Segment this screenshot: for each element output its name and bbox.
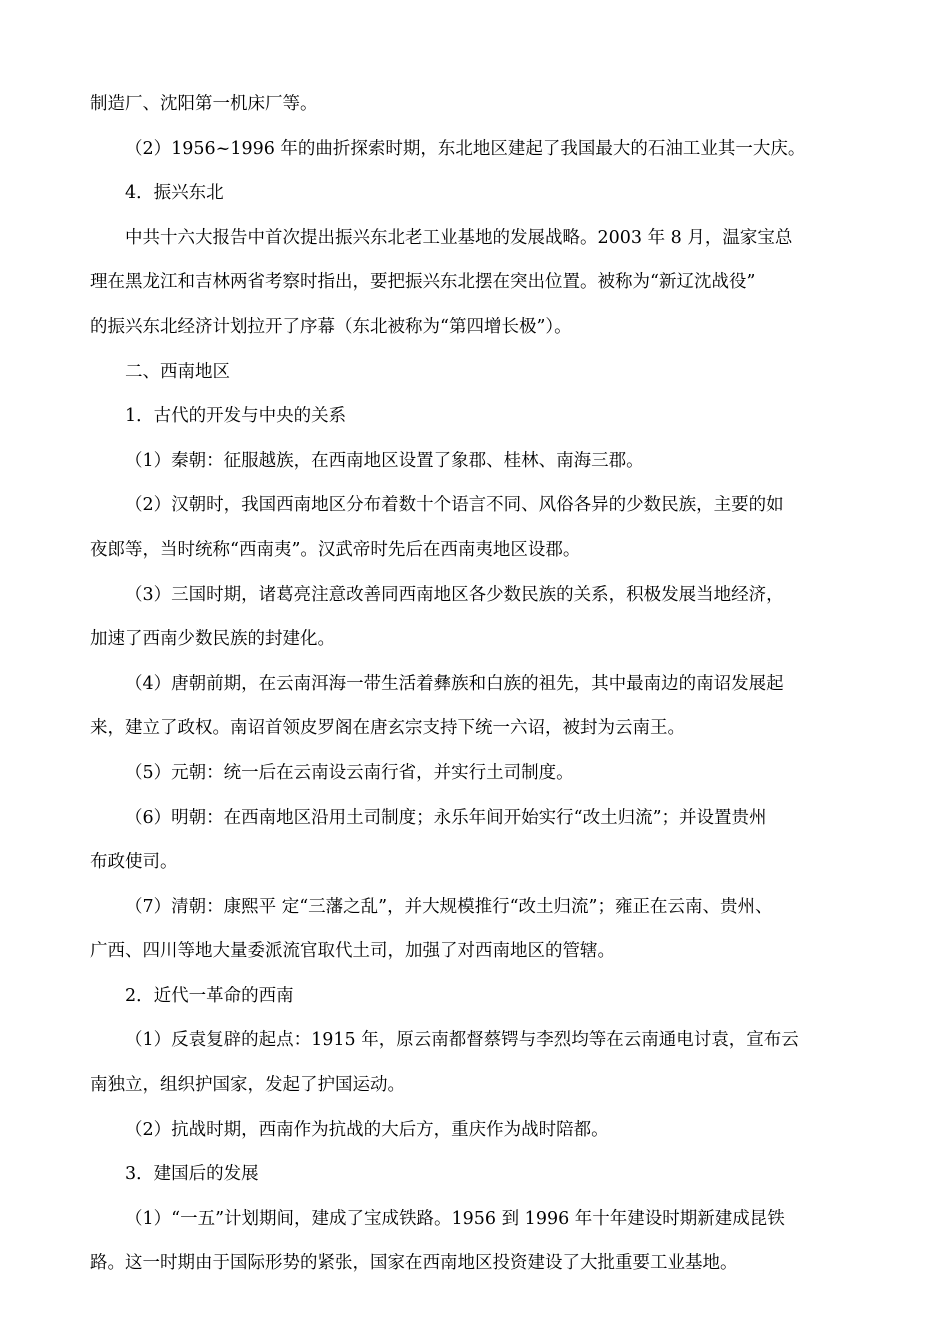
paragraph xyxy=(90,439,870,484)
text-line: （6）明朝：在西南地区沿用土司制度；永乐年间开始实行“改土归流”；并设置贵州 xyxy=(125,807,767,828)
text-line: 1．古代的开发与中央的关系 xyxy=(125,406,347,427)
paragraph xyxy=(90,885,870,974)
text-line: 理在黑龙江和吉林两省考察时指出，要把振兴东北摆在突出位置。被称为“新辽沈战役” xyxy=(90,272,756,293)
text-line: 南独立，组织护国家，发起了护国运动。 xyxy=(90,1075,405,1096)
text-line: 3．建国后的发展 xyxy=(125,1164,259,1185)
text-line: （4）唐朝前期，在云南洱海一带生活着彝族和白族的祖先，其中最南边的南诏发展起 xyxy=(125,673,784,694)
text-line: 来，建立了政权。南诏首领皮罗阁在唐玄宗支持下统一六诏，被封为云南王。 xyxy=(90,718,685,739)
paragraph xyxy=(90,662,870,751)
text-line: 夜郎等，当时统称“西南夷”。汉武帝时先后在西南夷地区设郡。 xyxy=(90,539,581,560)
paragraph xyxy=(90,171,870,216)
text-line: 加速了西南少数民族的封建化。 xyxy=(90,629,335,650)
document-page xyxy=(90,82,870,1286)
text-line: 制造厂、沈阳第一机床厂等。 xyxy=(90,94,318,114)
text-line: 中共十六大报告中首次提出振兴东北老工业基地的发展战略。2003 年 8 月，温家宝总 xyxy=(125,227,793,248)
paragraph xyxy=(90,1197,870,1286)
text-line: 二、西南地区 xyxy=(125,361,230,382)
text-line: （2）抗战时期，西南作为抗战的大后方，重庆作为战时陪都。 xyxy=(125,1119,609,1140)
text-line: 布政使司。 xyxy=(90,852,178,873)
text-line: 2．近代一革命的西南 xyxy=(125,985,294,1006)
paragraph xyxy=(90,796,870,885)
paragraph xyxy=(90,1018,870,1107)
text-line: （1）反袁复辟的起点：1915 年，原云南都督蔡锷与李烈均等在云南通电讨袁，宣布云 xyxy=(125,1030,799,1051)
text-line: （2）汉朝时，我国西南地区分布着数十个语言不同、风俗各异的少数民族，主要的如 xyxy=(125,495,784,516)
paragraph xyxy=(90,1152,870,1197)
paragraph xyxy=(90,82,870,127)
text-line: （1）“一五”计划期间，建成了宝成铁路。1956 到 1996 年十年建设时期新建成昆铁 xyxy=(125,1208,785,1229)
text-line: 的振兴东北经济计划拉开了序幕（东北被称为“第四增长极”）。 xyxy=(90,316,572,337)
paragraph xyxy=(90,483,870,572)
text-line: 4．振兴东北 xyxy=(125,183,224,204)
text-line: （7）清朝：康熙平 定“三藩之乱”，并大规模推行“改土归流”；雍正在云南、贵州、 xyxy=(125,896,773,917)
paragraph xyxy=(90,751,870,796)
paragraph xyxy=(90,394,870,439)
text-line: 路。这一时期由于国际形势的紧张，国家在西南地区投资建设了大批重要工业基地。 xyxy=(90,1253,738,1274)
paragraph xyxy=(90,1108,870,1153)
paragraph xyxy=(90,573,870,662)
paragraph xyxy=(90,216,870,350)
paragraph xyxy=(90,127,870,172)
paragraph xyxy=(90,350,870,395)
text-line: （3）三国时期，诸葛亮注意改善同西南地区各少数民族的关系，积极发展当地经济， xyxy=(125,584,784,605)
text-line: （1）秦朝：征服越族，在西南地区设置了象郡、桂林、南海三郡。 xyxy=(125,450,644,471)
text-line: 广西、四川等地大量委派流官取代土司，加强了对西南地区的管辖。 xyxy=(90,941,615,962)
paragraph xyxy=(90,974,870,1019)
text-line: （5）元朝：统一后在云南设云南行省，并实行土司制度。 xyxy=(125,762,574,783)
text-line: （2）1956~1996 年的曲折探索时期，东北地区建起了我国最大的石油工业其一大庆。 xyxy=(125,138,806,159)
